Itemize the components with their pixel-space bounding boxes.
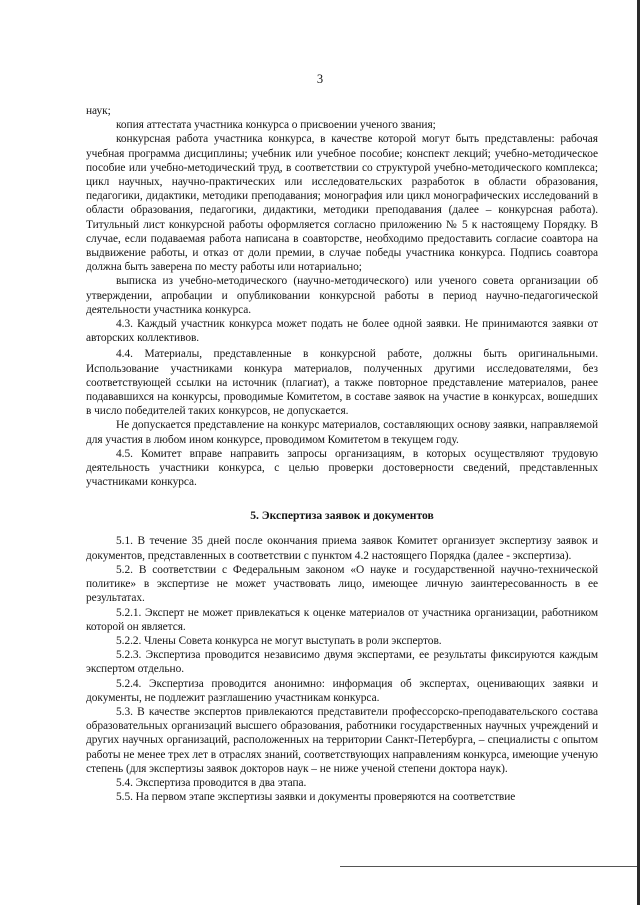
paragraph: наук; xyxy=(86,105,111,117)
paragraph: копия аттестата участника конкурса о присвоении ученого звания; xyxy=(116,119,436,132)
scan-line xyxy=(340,866,640,867)
paragraph: 5.2.3. Экспертиза проводится независимо двумя экспертами, ее результаты фиксируются каждым экспертом отдельно. xyxy=(86,649,598,676)
section-4-continuation xyxy=(86,104,598,489)
paragraph: 4.5. Комитет вправе направить запросы организациям, в которых осуществляют трудовую деятельность участники конкурса, с целью проверки достоверности сведений, представленных участниками конкурса. xyxy=(86,447,598,489)
section-title: 5. Экспертиза заявок и документов xyxy=(250,509,434,523)
paragraph: 5.3. В качестве экспертов привлекаются представители профессорско-преподавательского состава образовательных организаций высшего образования, работники государственных научных учреждений и других научных организаций, расположенных на территории Санкт-Петербурга, – специалисты с опытом работы не менее трех лет в отраслях знаний, соответствующих направлениям конкурса, имеющие ученую степень (для экспертизы заявок докторов наук – не ниже ученой степени доктора наук). xyxy=(86,705,598,775)
paragraph: 5.2. В соответствии с Федеральным законом «О науке и государственной научно-технической политике» в экспертизе не может участвовать лицо, имеющее личную заинтересованность в ее результатах. xyxy=(86,563,598,605)
paragraph: 5.2.4. Экспертиза проводится анонимно: информация об экспертах, оценивающих заявки и документы, не подлежит разглашению участникам конкурса. xyxy=(86,677,598,704)
paragraph: 4.3. Каждый участник конкурса может подать не более одной заявки. Не принимаются заявки от авторских коллективов. xyxy=(86,318,598,345)
paragraph: 4.4. Материалы, представленные в конкурсной работе, должны быть оригинальными. Использование участниками конкура материалов, полученных другими исследователями, без соответствующей ссылки на источник (плагиат), а также повторное представление материалов, ранее подававшихся на конкурсы, проводимые Комитетом, в составе заявок на участие в конкурсах, вошедших в число победителей таких конкурсов, не допускается. xyxy=(86,348,598,418)
paragraph: конкурсная работа участника конкурса, в качестве которой могут быть представлены: рабочая учебная программа дисциплины; учебник или учебное пособие; конспект лекций; учебно-методическое пособие или учебно-методический труд, в соответствии со структурой учебно-методического комплекса; цикл научных, научно-практических или исследовательских разработок в области образования, педагогики, дидактики, методики преподавания; монография или цикл монографических исследований в области образования, педагогики, дидактики, методики преподавания (далее – конкурсная работа). Титульный лист конкурсной работы оформляется согласно приложению № 5 к настоящему Порядку. В случае, если подаваемая работа написана в соавторстве, необходимо предоставить согласие соавтора на выдвижение работы, и отказ от доли премии, в случае победы участника конкурса. Подпись соавтора должна быть заверена по месту работы или нотариально; xyxy=(86,133,598,274)
paragraph: 5.5. На первом этапе экспертизы заявки и документы проверяются на соответствие xyxy=(116,791,516,804)
paragraph: 5.1. В течение 35 дней после окончания приема заявок Комитет организует экспертизу заявок и документов, представленных в соответствии с пунктом 4.2 настоящего Порядка (далее - экспертиза). xyxy=(86,535,598,562)
paragraph: 5.2.2. Члены Совета конкурса не могут выступать в роли экспертов. xyxy=(116,634,442,647)
paragraph: 5.4. Экспертиза проводится в два этапа. xyxy=(116,776,307,789)
page-number: 3 xyxy=(316,72,324,86)
section-5 xyxy=(86,534,598,804)
document-body xyxy=(86,104,598,804)
paragraph: Не допускается представление на конкурс материалов, составляющих основу заявки, направляемой для участия в любом ином конкурсе, проводимом Комитетом в текущем году. xyxy=(86,419,598,446)
paragraph: выписка из учебно-методического (научно-методического) или ученого совета организации об утверждении, апробации и опубликовании конкурсной работы в период научно-педагогической деятельности участника конкурса. xyxy=(86,275,598,316)
paragraph: 5.2.1. Эксперт не может привлекаться к оценке материалов от участника организации, работником которой он является. xyxy=(86,606,598,633)
